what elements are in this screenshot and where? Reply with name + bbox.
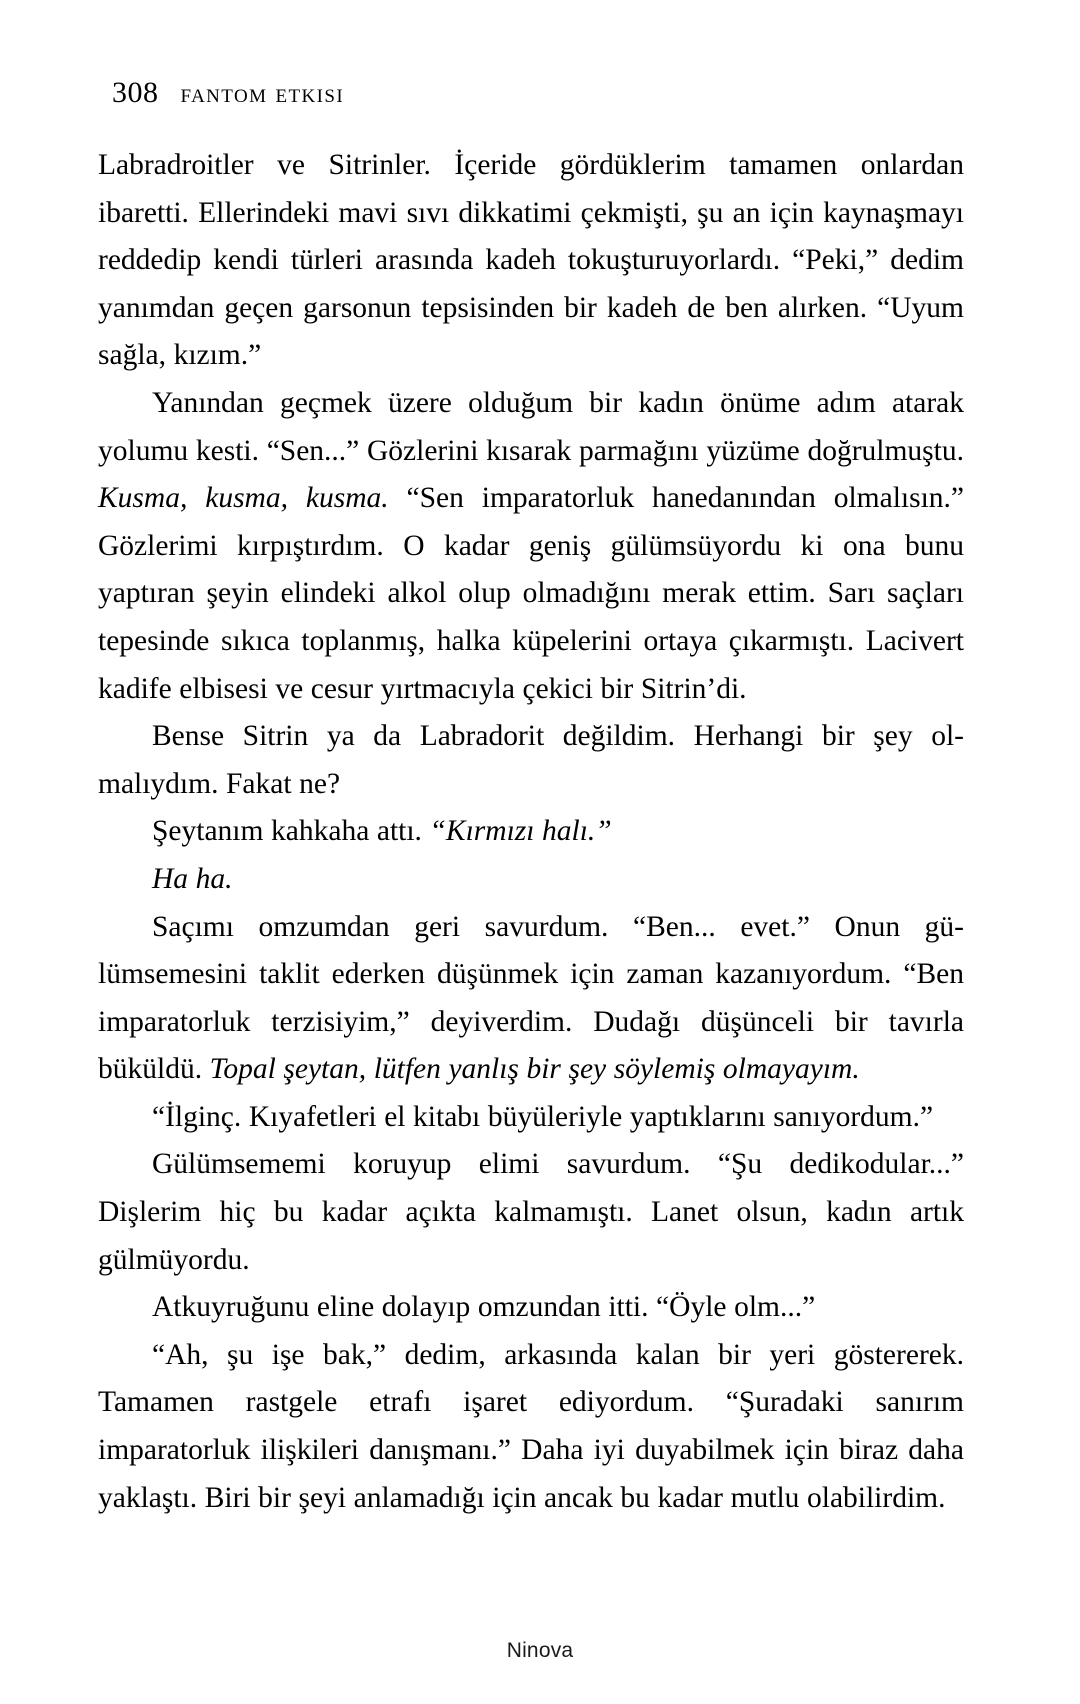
text-run: Labradroitler ve Sitrinler. İçeride gördüklerim tamamen onlardan ibaretti. Ellerindeki mavi sıvı dikkatimi çekmişti, şu an için kaynaşmayı reddedip kendi türleri arasında kadeh tokuşturuyorlardı. “Peki,” dedim yanımdan geçen garsonun tepsisinden bir kadeh de ben alırken. “Uyum sağla, kızım.” [98, 149, 964, 372]
running-head [112, 78, 344, 108]
paragraph [98, 904, 964, 1094]
italic-run: “Kırmızı halı.” [429, 815, 612, 848]
paragraph [98, 1141, 964, 1284]
paragraph [98, 142, 964, 380]
text-run: Gülümsememi koruyup elimi savurdum. “Şu dedikodular...” Dişlerim hiç bu kadar açıkta kalmamıştı. Lanet olsun, kadın artık gülmüyordu. [98, 1148, 964, 1276]
paragraph [98, 1284, 964, 1332]
paragraph [98, 1094, 964, 1142]
text-run: Saçımı omzumdan geri savurdum. “Ben... evet.” Onun gülümsemesini taklit ederken düşünmek için zaman kazanıyordum. “Ben imparatorluk terzisiyim,” deyiverdim. Dudağı düşünceli bir tavırla büküldü. [98, 910, 964, 1086]
text-run: “İlginç. Kıyafetleri el kitabı büyüleriyle yaptıklarını sanıyordum.” [152, 1100, 934, 1133]
paragraph [98, 1332, 964, 1522]
paragraph [98, 713, 964, 808]
italic-run: Topal şeytan, lütfen yanlış bir şey söylemiş olmayayım. [209, 1053, 860, 1086]
paragraph [98, 380, 964, 713]
italic-run: Ha ha. [152, 862, 233, 895]
text-run: Yanından geçmek üzere olduğum bir kadın önüme adım atarak yolumu kesti. “Sen...” Gözlerini kısarak parmağını yüzüme doğrulmuştu. [98, 386, 964, 467]
text-run: “Ah, şu işe bak,” dedim, arkasında kalan bir yeri göstererek. Tamamen rastgele etrafı işaret ediyordum. “Şuradaki sanırım imparatorluk ilişkileri danışmanı.” Daha iyi duyabilmek için biraz daha yaklaştı. Biri bir şeyi anlamadığı için ancak bu kadar mutlu olabilirdim. [98, 1338, 964, 1514]
paragraph [98, 856, 964, 904]
text-run: Şeytanım kahkaha attı. [152, 815, 430, 848]
text-run: “Sen imparatorluk hanedanından olmalısın.” Gözlerimi kırpıştırdım. O kadar geniş gülümsüyordu ki ona bunu yaptıran şeyin elindeki alkol olup olmadığını merak ettim. Sarı saçları tepesinde sıkıca toplanmış, halka küpelerini ortaya çıkarmıştı. Lacivert kadife elbisesi ve cesur yırtmacıyla çekici bir Sitrin’di. [98, 482, 964, 705]
paragraph [98, 808, 964, 856]
running-head-title: fantom etkisi [180, 78, 345, 108]
text-run: Atkuyruğunu eline dolayıp omzundan itti. “Öyle olm...” [152, 1291, 816, 1324]
page-number: 308 [112, 76, 159, 109]
italic-run: Kusma, kusma, kusma. [98, 482, 389, 515]
body-text [98, 142, 964, 1522]
text-run: Bense Sitrin ya da Labradorit değildim. Herhangi bir şey olmalıydım. Fakat ne? [98, 720, 964, 800]
page-footer [0, 1639, 1080, 1663]
footer-watermark: Ninova [506, 1639, 574, 1662]
